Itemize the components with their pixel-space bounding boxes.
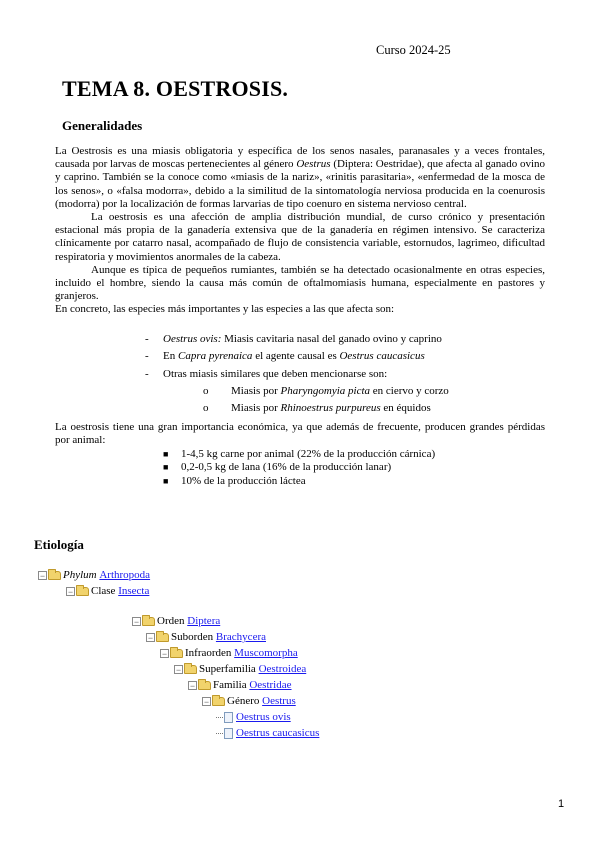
- tree-node-order: − Orden Diptera: [133, 615, 221, 627]
- page-number: 1: [558, 798, 565, 810]
- tree-node-suborder: − Suborden Brachycera: [147, 631, 266, 643]
- paragraph-hosts: Aunque es típica de pequeños rumiantes, también se ha detectado ocasionalmente en otras especies, incluido el hombre, siendo la causa más común de oftalmomiasis humana, especialmente en pastores y granjeros.: [55, 263, 545, 303]
- species-list: [55, 331, 545, 418]
- paragraph-definition: La Oestrosis es una miasis obligatoria y específica de los senos nasales, paranasales y a veces frontales, causada por larvas de moscas pertenecientes al género Oestrus (Diptera: Oestridae), que afecta al ganado ovino y caprino. También se la conoce como «miasis de la nariz», «rinitis parasitaria», «enfermedad de la mosca de los senos», o «falsa modorra», debido a la similitud de la sintomatología nerviosa producida en la coenurosis (modorra) por la localización de formas larvarias de tipo coenuro en sistema nervioso central.: [55, 145, 546, 210]
- genus-link[interactable]: Oestrus: [262, 695, 296, 707]
- paragraph-species-intro: En concreto, las especies más importantes y las especies a las que afecta son:: [55, 303, 395, 316]
- suborder-link[interactable]: Brachycera: [215, 631, 266, 643]
- paragraph-economic: La oestrosis tiene una gran importancia económica, ya que además de frecuente, producen grandes pérdidas por animal:: [55, 421, 545, 447]
- collapse-toggle-icon[interactable]: −: [161, 648, 168, 659]
- paragraph-distribution: La oestrosis es una afección de amplia distribución mundial, de curso crónico y presentación estacional más propia de la ganadería extensiva que de la ganadería en régimen intensivo. Se caracteriza clínicamente por catarro nasal, acompañado de flujo de consistencia variable, estornudos, lagrimeo, dificultad respiratoria y movimientos anormales de la cabeza.: [55, 211, 545, 263]
- infraorder-link[interactable]: Muscomorpha: [234, 647, 298, 659]
- tree-node-class: − Clase Insecta: [67, 585, 150, 597]
- collapse-toggle-icon[interactable]: −: [175, 664, 182, 675]
- folder-icon: [212, 697, 225, 706]
- tree-node-superfamily: − Superfamilia Oestroidea: [175, 663, 307, 675]
- page-title: TEMA 8. OESTROSIS.: [62, 76, 289, 101]
- list-item: o Miasis por Rhinoestrus purpureus en équidos: [203, 402, 431, 415]
- list-item: - Otras miasis similares que deben mencionarse son: o Miasis por Pharyngomyia picta en ciervo y corzo o Miasis por Rhinoestrus purpureus en équidos: [55, 366, 545, 418]
- list-item: ■ 1-4,5 kg carne por animal (22% de la producción cárnica): [163, 447, 436, 460]
- list-item: ■ 10% de la producción láctea: [163, 474, 306, 487]
- folder-icon: [170, 649, 183, 658]
- body-text: [55, 145, 545, 488]
- species-ovis-link[interactable]: Oestrus ovis: [236, 711, 291, 723]
- tree-node-genus: − Género Oestrus: [203, 695, 296, 707]
- folder-icon: [184, 665, 197, 674]
- folder-icon: [142, 617, 155, 626]
- folder-icon: [48, 571, 61, 580]
- section-heading-etiologia: Etiología: [34, 537, 84, 552]
- document-icon: [224, 728, 233, 739]
- losses-list: [55, 448, 545, 489]
- class-link[interactable]: Insecta: [118, 585, 150, 597]
- collapse-toggle-icon[interactable]: −: [203, 696, 210, 707]
- tree-node-species-ovis: [216, 710, 291, 724]
- superfamily-link[interactable]: Oestroidea: [258, 663, 307, 675]
- folder-icon: [76, 587, 89, 596]
- collapse-toggle-icon[interactable]: −: [189, 680, 196, 691]
- tree-node-phylum: − Phylum Arthropoda: [39, 569, 151, 581]
- list-item: o Miasis por Pharyngomyia picta en ciervo y corzo: [203, 385, 449, 398]
- phylum-link[interactable]: Arthropoda: [99, 569, 151, 581]
- folder-icon: [156, 633, 169, 642]
- other-myiasis-list: [55, 383, 545, 417]
- folder-icon: [198, 681, 211, 690]
- tree-node-species-caucasicus: [216, 726, 319, 740]
- order-link[interactable]: Diptera: [187, 615, 221, 627]
- tree-node-family: − Familia Oestridae: [189, 679, 292, 691]
- document-icon: [224, 712, 233, 723]
- collapse-toggle-icon[interactable]: −: [133, 616, 140, 627]
- list-item: ■ 0,2-0,5 kg de lana (16% de la producción lanar): [163, 461, 392, 474]
- species-caucasicus-link[interactable]: Oestrus caucasicus: [236, 727, 320, 739]
- family-link[interactable]: Oestridae: [249, 679, 292, 691]
- list-item: - En Capra pyrenaica el agente causal es Oestrus caucasicus: [145, 350, 425, 363]
- collapse-toggle-icon[interactable]: −: [67, 586, 74, 597]
- collapse-toggle-icon[interactable]: −: [147, 632, 154, 643]
- section-heading-generalidades: Generalidades: [62, 118, 143, 133]
- collapse-toggle-icon[interactable]: −: [39, 570, 46, 581]
- list-item: - Oestrus ovis: Miasis cavitaria nasal del ganado ovino y caprino: [145, 332, 442, 345]
- tree-node-infraorder: − Infraorden Muscomorpha: [161, 647, 298, 659]
- course-label: Curso 2024-25: [376, 43, 451, 57]
